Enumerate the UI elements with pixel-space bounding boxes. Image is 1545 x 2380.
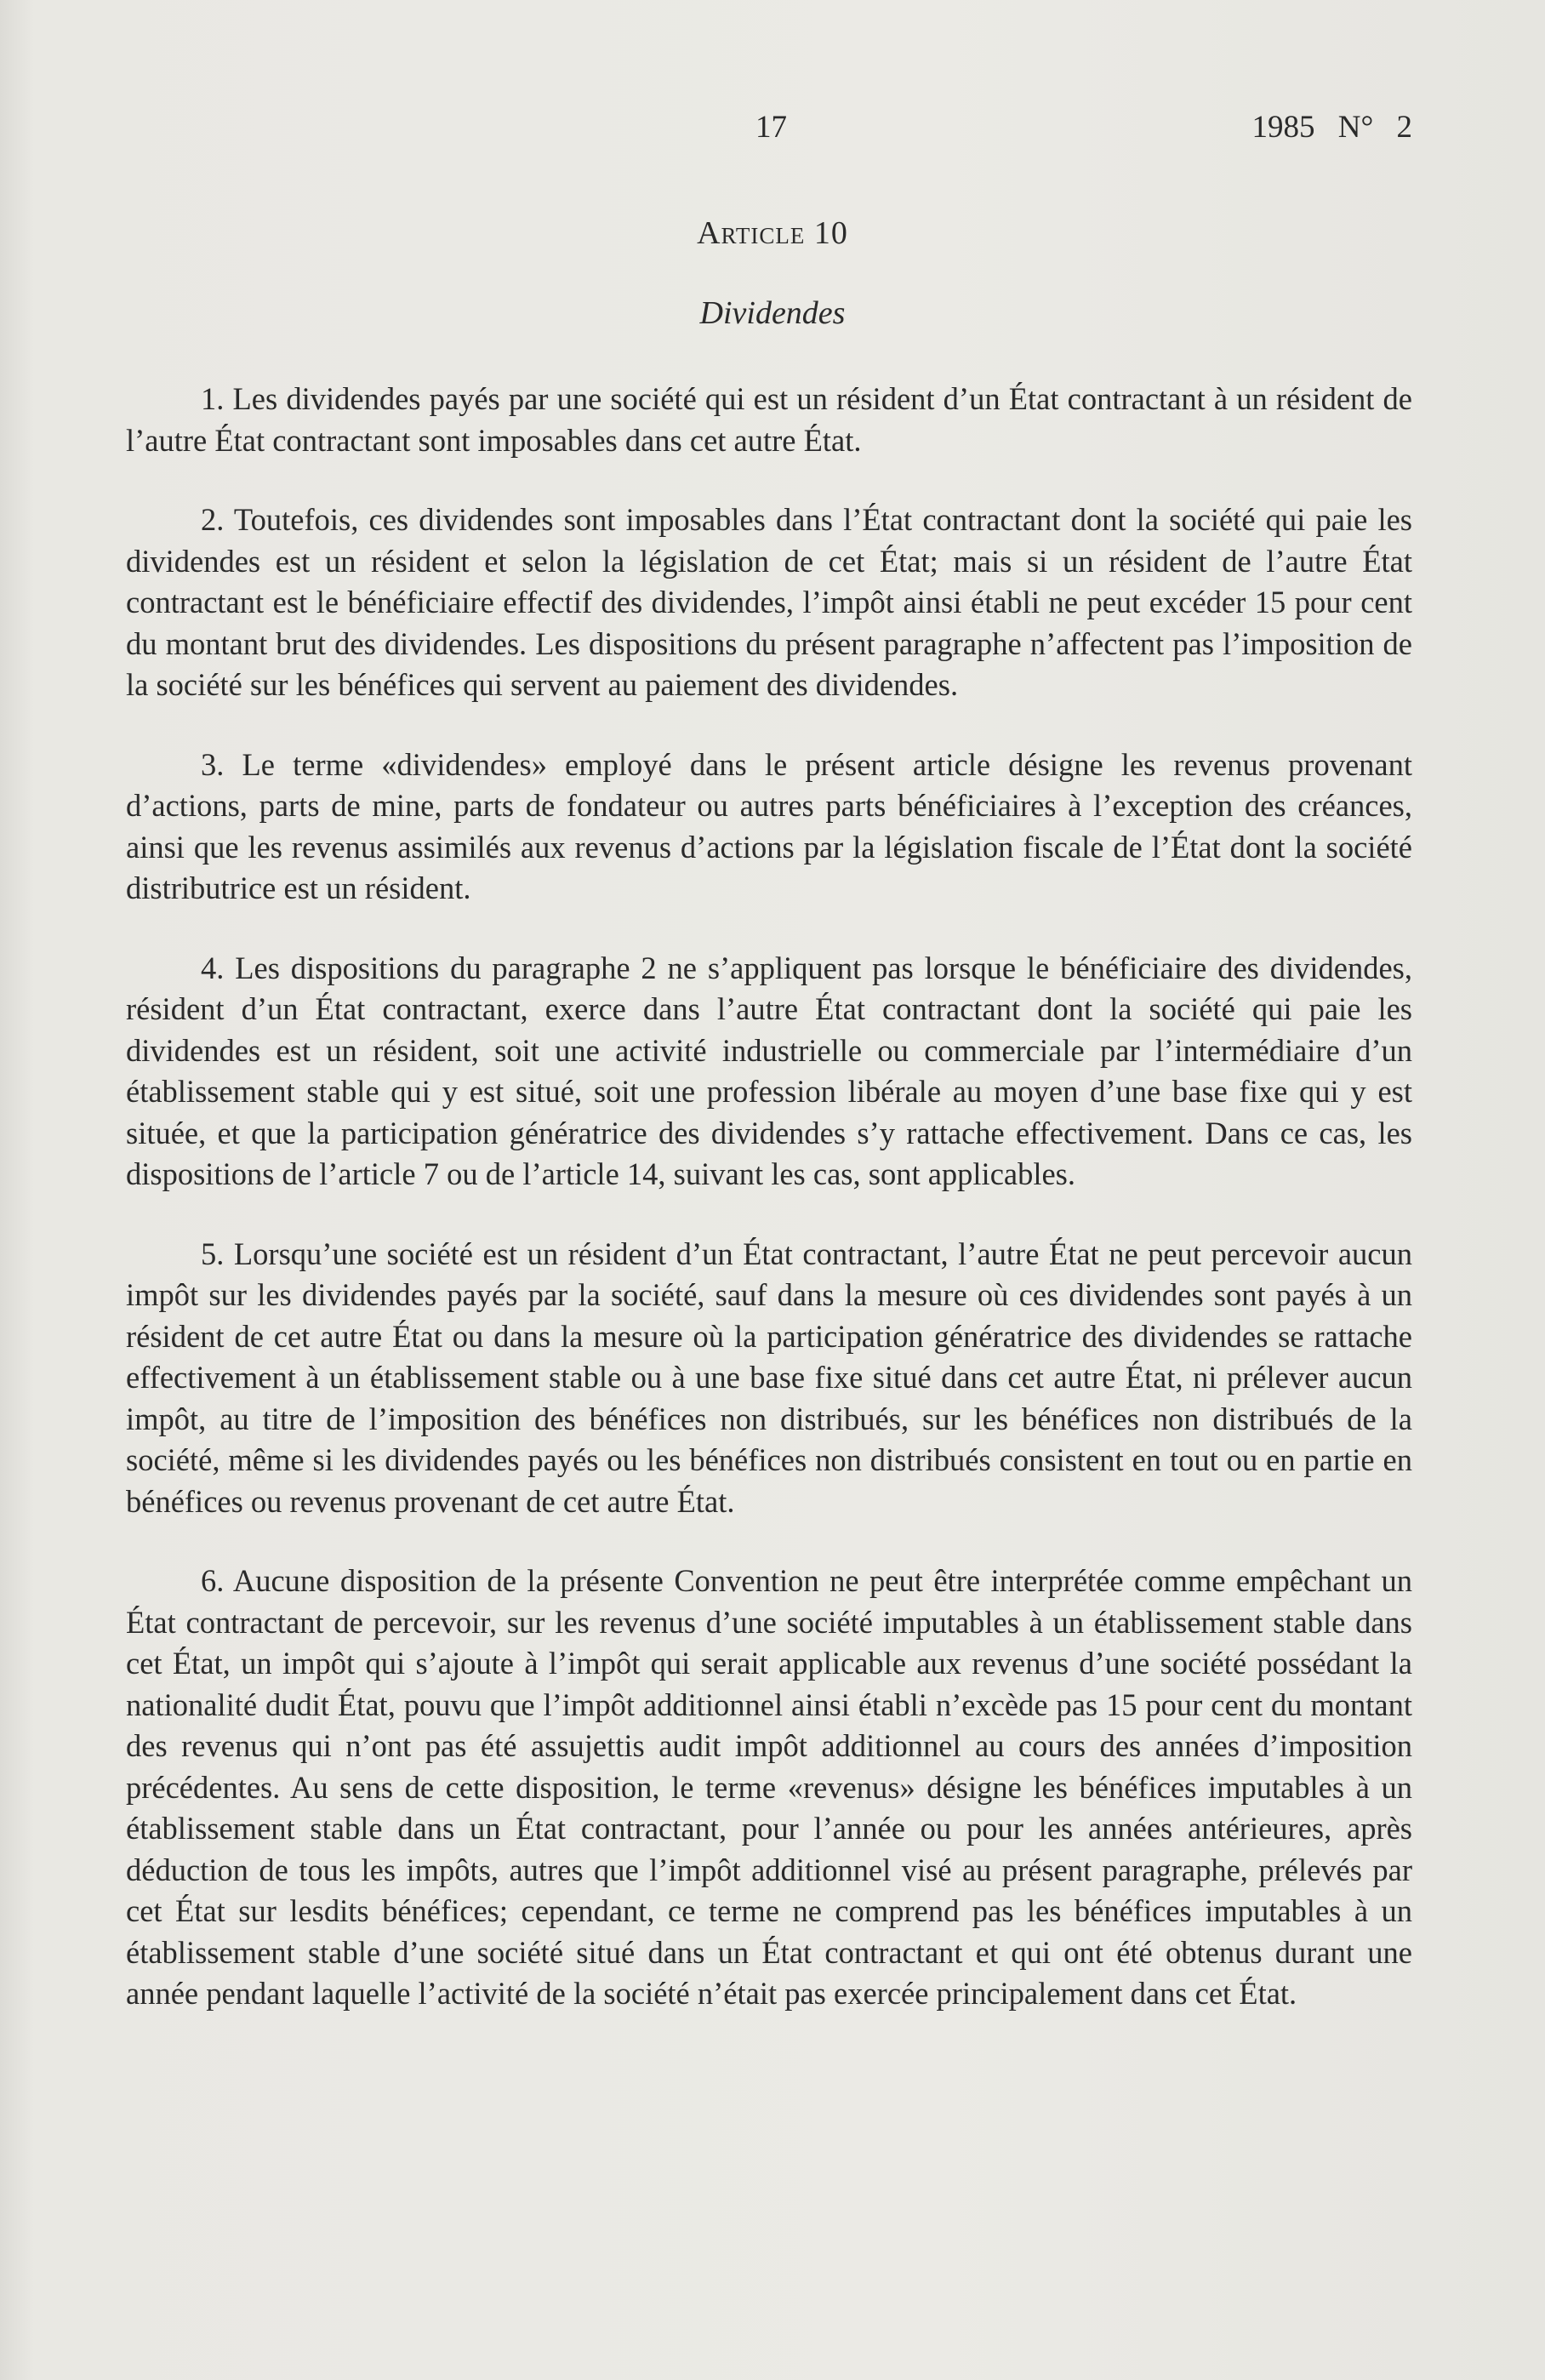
- paragraph-4: 4. Les dispositions du paragraphe 2 ne s’appliquent pas lorsque le bénéficiaire des dividendes, résident d’un État contractant, exerce dans l’autre État contractant dont la société qui paie les dividendes est un résident, soit une activité industrielle ou commerciale par l’intermédiaire d’un établissement stable qui y est situé, soit une profession libérale au moyen d’une base fixe qui y est située, et que la participation génératrice des dividendes s’y rattache effectivement. Dans ce cas, les dispositions de l’article 7 ou de l’article 14, suivant les cas, sont applicables.: [126, 950, 1412, 1191]
- article-title: Article 10: [697, 215, 848, 251]
- paragraph-1: 1. Les dividendes payés par une société qui est un résident d’un État contractant à un résident de l’autre État contractant sont imposables dans cet autre État.: [126, 381, 1412, 458]
- page-header: [128, 109, 1412, 160]
- paragraph-5: 5. Lorsqu’une société est un résident d’un État contractant, l’autre État ne peut percevoir aucun impôt sur les dividendes payés par la société, sauf dans la mesure où ces dividendes sont payés à un résident de cet autre État ou dans la mesure où la participation génératrice des dividendes se rattache effectivement à un établissement stable ou à une base fixe situé dans cet autre État, ni prélever aucun impôt, au titre de l’imposition des bénéfices non distribués, sur les bénéfices non distribués de la société, même si les dividendes payés ou les bénéfices non distribués consistent en tout ou en partie en bénéfices ou revenus provenant de cet autre État.: [126, 1236, 1412, 1519]
- paragraph-3: 3. Le terme «dividendes» employé dans le présent article désigne les revenus provenant d’actions, parts de mine, parts de fondateur ou autres parts bénéficiaires à l’exception des créances, ainsi que les revenus assimilés aux revenus d’actions par la législation fiscale de l’État dont la société distributrice est un résident.: [126, 746, 1412, 905]
- page-number: 17: [755, 110, 787, 145]
- paragraph-6: 6. Aucune disposition de la présente Convention ne peut être interprétée comme empêchant un État contractant de percevoir, sur les revenus d’une société imputables à un établissement stable dans cet État, un impôt qui s’ajoute à l’impôt qui serait applicable aux revenus d’une société possédant la nationalité dudit État, pouvu que l’impôt additionnel ainsi établi n’excède pas 15 pour cent du montant des revenus qui n’ont pas été assujettis audit impôt additionnel au cours des années d’imposition précédentes. Au sens de cette disposition, le terme «revenus» désigne les bénéfices imputables à un établissement stable dans un État contractant, pour l’année ou pour les années antérieures, après déduction de tous les impôts, autres que l’impôt additionnel visé au présent paragraphe, prélevés par cet État sur lesdits bénéfices; cependant, ce terme ne comprend pas les bénéfices imputables à un établissement stable d’une société situé dans un État contractant et qui ont été obtenus durant une année pendant laquelle l’activité de la société n’était pas exercée principalement dans cet État.: [126, 1563, 1412, 2011]
- publication-reference: 1985 N° 2: [1251, 110, 1412, 145]
- paragraph-2: 2. Toutefois, ces dividendes sont imposables dans l’État contractant dont la société qui paie les dividendes est un résident et selon la législation de cet État; mais si un résident de l’autre État contractant est le bénéficiaire effectif des dividendes, l’impôt ainsi établi ne peut excéder 15 pour cent du montant brut des dividendes. Les dispositions du présent paragraphe n’affectent pas l’imposition de la société sur les bénéfices qui servent au paiement des dividendes.: [126, 502, 1412, 702]
- article-subtitle: Dividendes: [699, 295, 846, 331]
- article-body: [126, 379, 1412, 2053]
